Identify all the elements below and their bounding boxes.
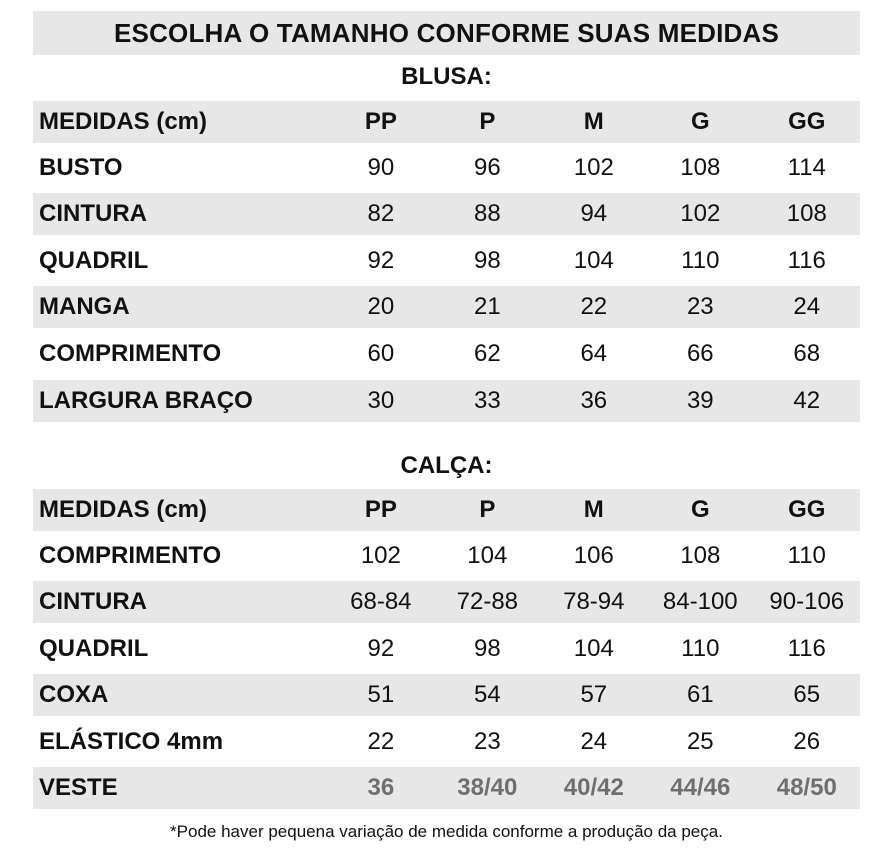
cell-pp: 102 <box>360 542 401 569</box>
cell-gg: 48/50 <box>776 774 837 801</box>
blusa-header-label: MEDIDAS (cm) <box>39 108 208 135</box>
cell-gg: 26 <box>793 728 821 755</box>
row-label: CINTURA <box>39 588 147 615</box>
cell-pp: 51 <box>367 681 395 708</box>
cell-g: 110 <box>681 247 720 274</box>
blusa-header-gg: GG <box>788 108 826 135</box>
cell-p: 21 <box>473 293 501 320</box>
table-row <box>33 286 860 328</box>
cell-p: 72-88 <box>456 588 519 615</box>
row-label: CINTURA <box>39 200 147 227</box>
cell-pp: 92 <box>367 635 395 662</box>
row-label: QUADRIL <box>39 635 149 662</box>
calca-section-title: CALÇA: <box>400 452 493 479</box>
calca-header-g: G <box>690 496 710 523</box>
page-title: ESCOLHA O TAMANHO CONFORME SUAS MEDIDAS <box>33 11 860 55</box>
cell-m: 104 <box>573 247 614 274</box>
row-label: MANGA <box>39 293 130 320</box>
cell-pp: 90 <box>367 154 395 181</box>
cell-p: 54 <box>473 681 501 708</box>
cell-gg: 116 <box>787 247 826 274</box>
cell-g: 102 <box>680 200 721 227</box>
cell-gg: 114 <box>787 154 826 181</box>
cell-m: 78-94 <box>563 588 625 615</box>
cell-p: 23 <box>473 728 501 755</box>
cell-g: 25 <box>686 728 714 755</box>
row-label: QUADRIL <box>39 247 149 274</box>
cell-m: 104 <box>573 635 614 662</box>
calca-header-pp: PP <box>364 496 397 523</box>
cell-p: 38/40 <box>457 774 518 801</box>
cell-gg: 68 <box>793 340 821 367</box>
row-label: VESTE <box>39 774 118 801</box>
cell-m: 102 <box>573 154 614 181</box>
cell-gg: 24 <box>793 293 821 320</box>
cell-gg: 42 <box>793 387 821 414</box>
cell-g: 110 <box>681 635 720 662</box>
table-row <box>33 721 860 763</box>
cell-pp: 22 <box>367 728 395 755</box>
blusa-section-title: BLUSA: <box>401 63 492 90</box>
cell-m: 64 <box>580 340 608 367</box>
table-row <box>33 147 860 189</box>
table-row <box>33 628 860 670</box>
cell-m: 106 <box>573 542 614 569</box>
cell-p: 62 <box>473 340 501 367</box>
blusa-header-pp: PP <box>364 108 397 135</box>
row-label: COMPRIMENTO <box>39 340 222 367</box>
cell-g: 66 <box>686 340 714 367</box>
cell-g: 108 <box>680 154 721 181</box>
cell-pp: 68-84 <box>350 588 412 615</box>
cell-pp: 36 <box>367 774 395 801</box>
cell-gg: 116 <box>787 635 826 662</box>
cell-m: 24 <box>580 728 608 755</box>
table-row <box>33 535 860 577</box>
cell-m: 40/42 <box>563 774 624 801</box>
cell-p: 104 <box>467 542 508 569</box>
cell-p: 33 <box>473 387 501 414</box>
cell-g: 39 <box>686 387 714 414</box>
calca-header-p: P <box>479 496 496 523</box>
cell-g: 84-100 <box>662 588 738 615</box>
cell-pp: 92 <box>367 247 395 274</box>
cell-p: 88 <box>473 200 501 227</box>
table-row <box>33 674 860 716</box>
blusa-header-m: M <box>583 108 604 135</box>
cell-pp: 60 <box>367 340 395 367</box>
cell-gg: 108 <box>786 200 827 227</box>
cell-g: 61 <box>686 681 714 708</box>
cell-pp: 82 <box>367 200 395 227</box>
cell-pp: 20 <box>367 293 395 320</box>
cell-pp: 30 <box>367 387 395 414</box>
table-row <box>33 333 860 375</box>
table-row <box>33 380 860 422</box>
row-label: BUSTO <box>39 154 123 181</box>
blusa-header-row <box>33 101 860 143</box>
cell-p: 98 <box>473 635 501 662</box>
row-label: COMPRIMENTO <box>39 542 222 569</box>
cell-gg: 90-106 <box>769 588 845 615</box>
footnote: *Pode haver pequena variação de medida conforme a produção da peça. <box>170 822 723 841</box>
cell-m: 36 <box>580 387 608 414</box>
cell-gg: 65 <box>793 681 821 708</box>
table-row <box>33 240 860 282</box>
cell-m: 22 <box>580 293 608 320</box>
row-label: ELÁSTICO 4mm <box>39 728 224 755</box>
table-row <box>33 581 860 623</box>
blusa-header-p: P <box>479 108 496 135</box>
calca-header-m: M <box>583 496 604 523</box>
table-row <box>33 767 860 809</box>
row-label: LARGURA BRAÇO <box>39 387 253 414</box>
cell-gg: 110 <box>787 542 826 569</box>
table-row <box>33 193 860 235</box>
cell-g: 23 <box>686 293 714 320</box>
cell-m: 57 <box>580 681 608 708</box>
row-label: COXA <box>39 681 109 708</box>
calca-header-row <box>33 489 860 531</box>
cell-p: 96 <box>473 154 501 181</box>
cell-p: 98 <box>473 247 501 274</box>
calca-header-gg: GG <box>788 496 826 523</box>
cell-m: 94 <box>580 200 608 227</box>
cell-g: 108 <box>680 542 721 569</box>
cell-g: 44/46 <box>670 774 731 801</box>
calca-header-label: MEDIDAS (cm) <box>39 496 208 523</box>
blusa-header-g: G <box>690 108 710 135</box>
